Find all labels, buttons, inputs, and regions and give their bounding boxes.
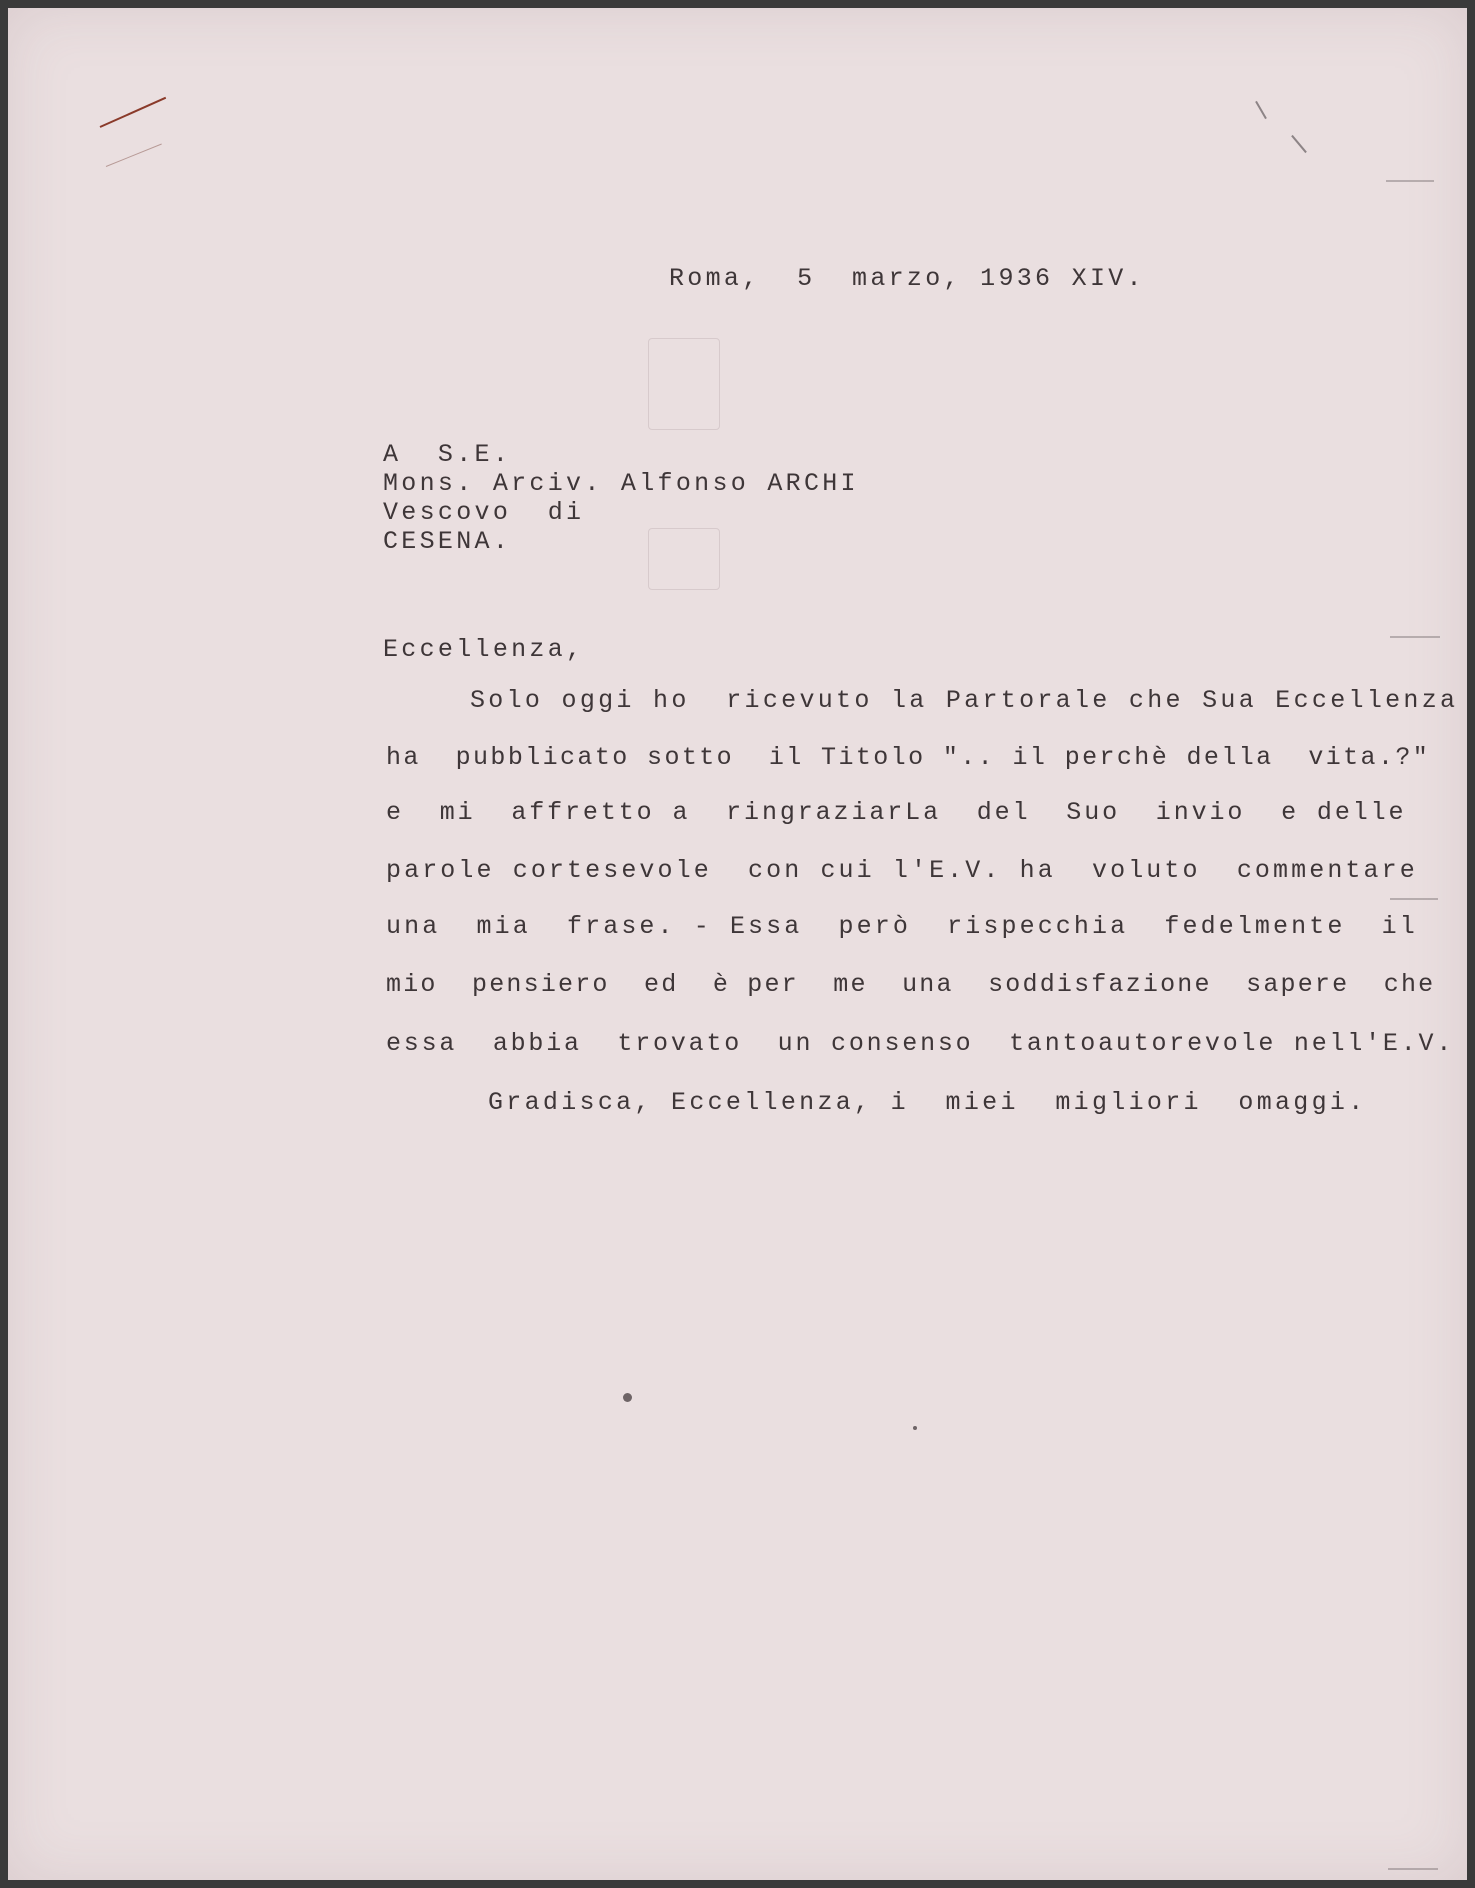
body-line: mio pensiero ed è per me una soddisfazione sapere che bbox=[386, 970, 1436, 999]
address-line-3: Vescovo di bbox=[383, 498, 585, 527]
edge-mark bbox=[1386, 180, 1434, 182]
paper-speck bbox=[623, 1393, 632, 1402]
paper-speck bbox=[913, 1426, 917, 1430]
closing-line: Gradisca, Eccellenza, i miei migliori omaggi. bbox=[488, 1088, 1367, 1117]
edge-mark bbox=[1390, 636, 1440, 638]
show-through-stamp bbox=[648, 528, 720, 590]
edge-mark bbox=[1388, 1868, 1438, 1870]
date-line: Roma, 5 marzo, 1936 XIV. bbox=[669, 264, 1145, 293]
body-line: Solo oggi ho ricevuto la Partorale che Sua Eccellenza bbox=[470, 686, 1459, 715]
paper-mark bbox=[1291, 135, 1307, 153]
body-line: essa abbia trovato un consenso tantoautorevole nell'E.V. bbox=[386, 1029, 1455, 1058]
pen-mark-faint bbox=[106, 144, 162, 167]
paper-mark bbox=[1255, 101, 1267, 119]
address-line-1: A S.E. bbox=[383, 440, 512, 469]
salutation: Eccellenza, bbox=[383, 635, 585, 664]
address-line-4: CESENA. bbox=[383, 527, 512, 556]
address-line-2: Mons. Arciv. Alfonso ARCHI bbox=[383, 469, 859, 498]
body-line: una mia frase. - Essa però rispecchia fedelmente il bbox=[386, 912, 1418, 941]
letter-page bbox=[8, 8, 1467, 1880]
edge-mark bbox=[1390, 898, 1438, 900]
body-line: ha pubblicato sotto il Titolo ".. il perchè della vita.?" bbox=[386, 743, 1431, 772]
show-through-stamp bbox=[648, 338, 720, 430]
body-line: e mi affretto a ringraziarLa del Suo invio e delle bbox=[386, 798, 1407, 827]
pen-mark bbox=[100, 97, 167, 128]
body-line: parole cortesevole con cui l'E.V. ha voluto commentare bbox=[386, 856, 1418, 885]
